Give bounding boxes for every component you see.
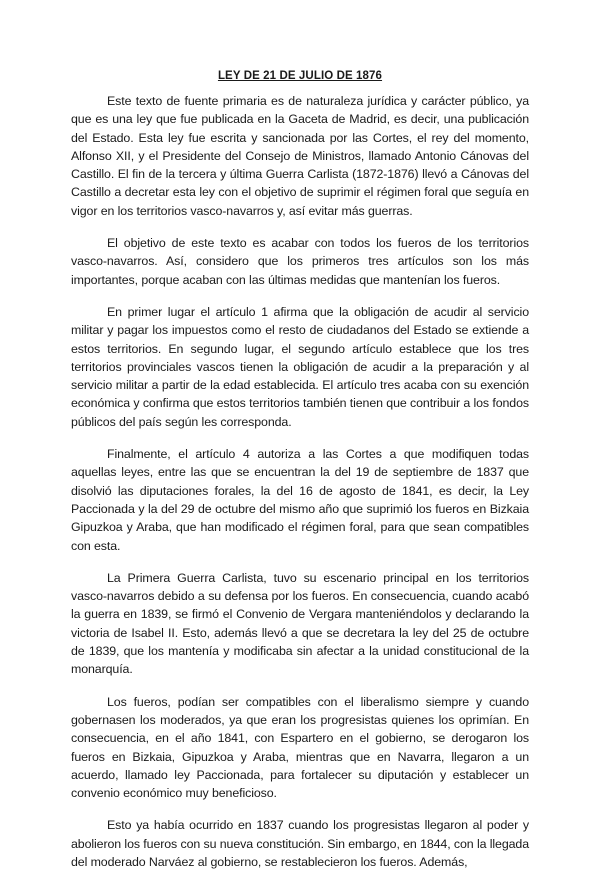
paragraph-articles-1-3: En primer lugar el artículo 1 afirma que la obligación de acudir al servicio militar y pagar los impuestos como el resto de ciudadanos del Estado se extiende a estos territorios. En segundo lugar, el segundo artículo establece que los tres territorios provinciales vascos tienen la obligación de acudir a la preparación y al servicio militar a partir de la edad establecida. El artículo tres acaba con su exención económica y confirma que estos territorios también tienen que contribuir a los fondos públicos del país según les corresponda. bbox=[71, 304, 529, 429]
document-title: LEY DE 21 DE JULIO DE 1876 bbox=[217, 70, 383, 82]
paragraph-first-carlist-war: La Primera Guerra Carlista, tuvo su escenario principal en los territorios vasco-navarros debido a su defensa por los fueros. En consecuencia, cuando acabó la guerra en 1839, se firmó el Convenio de Vergara manteniéndolos y declarando la victoria de Isabel II. Esto, además llevó a que se decretara la ley del 25 de octubre de 1839, que los mantenía y modificaba sin afectar a la unidad constitucional de la monarquía. bbox=[71, 570, 529, 677]
paragraph-intro: Este texto de fuente primaria es de naturaleza jurídica y carácter público, ya que es una ley que fue publicada en la Gaceta de Madrid, es decir, una publicación del Estado. Esta ley fue escrita y sancionada por las Cortes, el rey del momento, Alfonso XII, y el Presidente del Consejo de Ministros, llamado Antonio Cánovas del Castillo. El fin de la tercera y última Guerra Carlista (1872-1876) llevó a Cánovas del Castillo a decretar esta ley con el objetivo de suprimir el régimen foral que seguía en vigor en los territorios vasco-navarros y, así evitar más guerras. bbox=[71, 94, 529, 218]
paragraph-fueros-liberalism: Los fueros, podían ser compatibles con el liberalismo siempre y cuando gobernasen los moderados, ya que eran los progresistas quienes los oprimían. En consecuencia, en el año 1841, con Espartero en el gobierno, se derogaron los fueros en Bizkaia, Gipuzkoa y Araba, mientras que en Navarra, llegaron a un acuerdo, llamado ley Paccionada, para fortalecer su diputación y establecer un convenio económico muy beneficioso. bbox=[71, 694, 529, 801]
document-page bbox=[71, 70, 529, 885]
paragraph-objective: El objetivo de este texto es acabar con todos los fueros de los territorios vasco-navarros. Así, considero que los primeros tres artículos son los más importantes, porque acaban con las últimas medidas que mantenían los fueros. bbox=[71, 236, 529, 287]
paragraph-1837-1844: Esto ya había ocurrido en 1837 cuando los progresistas llegaron al poder y abolieron los fueros con su nueva constitución. Sin embargo, en 1844, con la llegada del moderado Narváez al gobierno, se restablecieron los fueros. Además, bbox=[71, 818, 529, 869]
paragraph-article-4: Finalmente, el artículo 4 autoriza a las Cortes a que modifiquen todas aquellas leyes, entre las que se encuentran la del 19 de septiembre de 1837 que disolvió las diputaciones forales, la del 16 de agosto de 1841, es decir, la Ley Paccionada y la del 29 de octubre del mismo año que suprimió los fueros en Bizkaia Gipuzkoa y Araba, que han modificado el régimen foral, para que sean compatibles con esta. bbox=[71, 447, 529, 553]
